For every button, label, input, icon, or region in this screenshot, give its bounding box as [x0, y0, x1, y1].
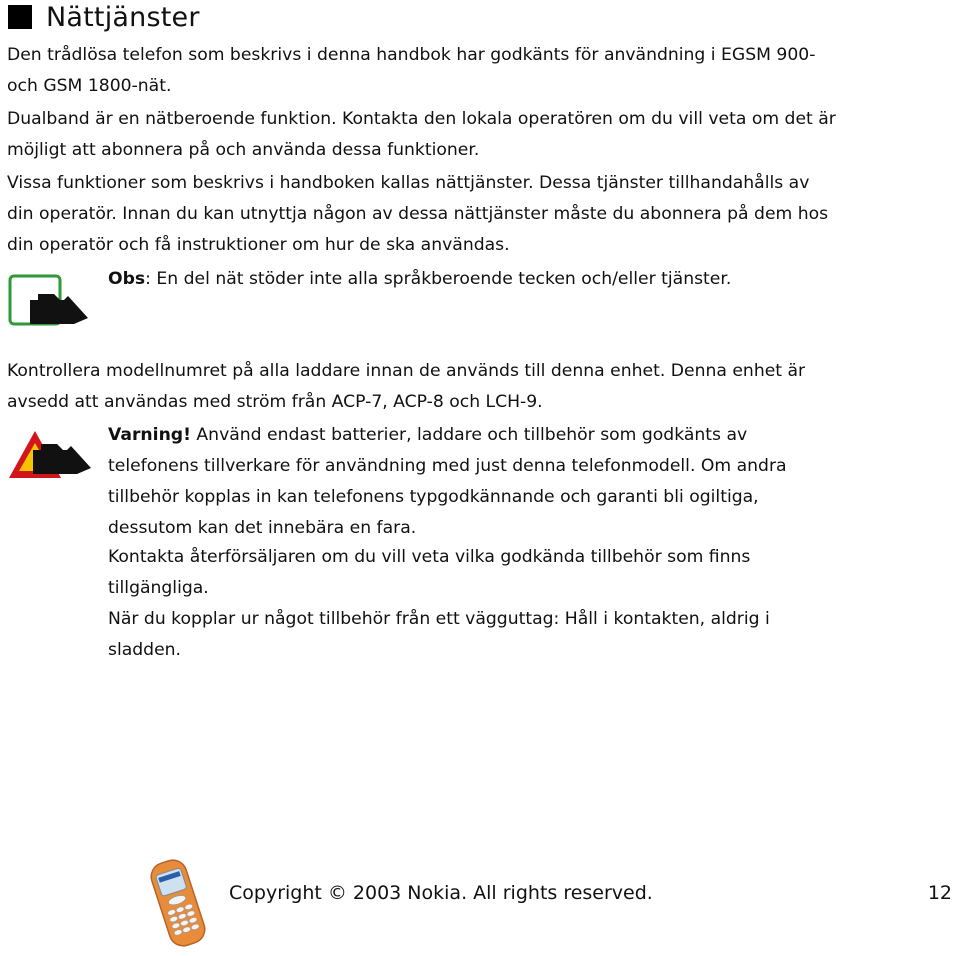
- warning-label: Varning!: [108, 425, 191, 445]
- paragraph-gsm: Den trådlösa telefon som beskrivs i denna handbok har godkänts för användning i EGSM 900- och GSM 1800-nät.: [7, 45, 816, 96]
- note-hand-icon: [8, 274, 90, 332]
- warning-triangle-icon: [7, 428, 91, 486]
- warning-body: Använd endast batterier, laddare och tillbehör som godkänts av telefonens tillverkare för användning med just denna telefonmodell. Om andra tillbehör kopplas in kan telefonens typgodkännande och garanti bli ogiltiga, dessutom kan det innebära en fara.: [108, 425, 787, 538]
- note-text: [108, 264, 838, 295]
- note-label: Obs: [108, 269, 146, 289]
- paragraph-dualband: Dualband är en nätberoende funktion. Kontakta den lokala operatören om du vill veta om det är möjligt att abonnera på och använda dessa funktioner.: [7, 109, 836, 160]
- heading-bullet-icon: [8, 5, 32, 29]
- nokia-phone-icon: [146, 854, 210, 956]
- page-number: 12: [927, 882, 952, 904]
- paragraph-retailer: Kontakta återförsäljaren om du vill veta vilka godkända tillbehör som finns tillgängliga.: [108, 547, 751, 598]
- section-heading: [8, 0, 200, 34]
- paragraph-charger-models: Kontrollera modellnumret på alla laddare innan de används till denna enhet. Denna enhet är avsedd att användas med ström från ACP-7, ACP-8 och LCH-9.: [7, 361, 806, 412]
- copyright-text: Copyright © 2003 Nokia. All rights reserved.: [229, 882, 653, 904]
- warning-text: [108, 420, 838, 544]
- note-body: : En del nät stöder inte alla språkberoende tecken och/eller tjänster.: [145, 269, 732, 289]
- paragraph-network-services: Vissa funktioner som beskrivs i handboken kallas nättjänster. Dessa tjänster tillhandahålls av din operatör. Innan du kan utnyttja någon av dessa nättjänster måste du abonnera på dem hos din operatör och få instruktioner om hur de ska användas.: [7, 173, 829, 255]
- page-title: Nättjänster: [46, 1, 200, 33]
- paragraph-unplug: När du kopplar ur något tillbehör från ett vägguttag: Håll i kontakten, aldrig i sladden.: [108, 609, 770, 660]
